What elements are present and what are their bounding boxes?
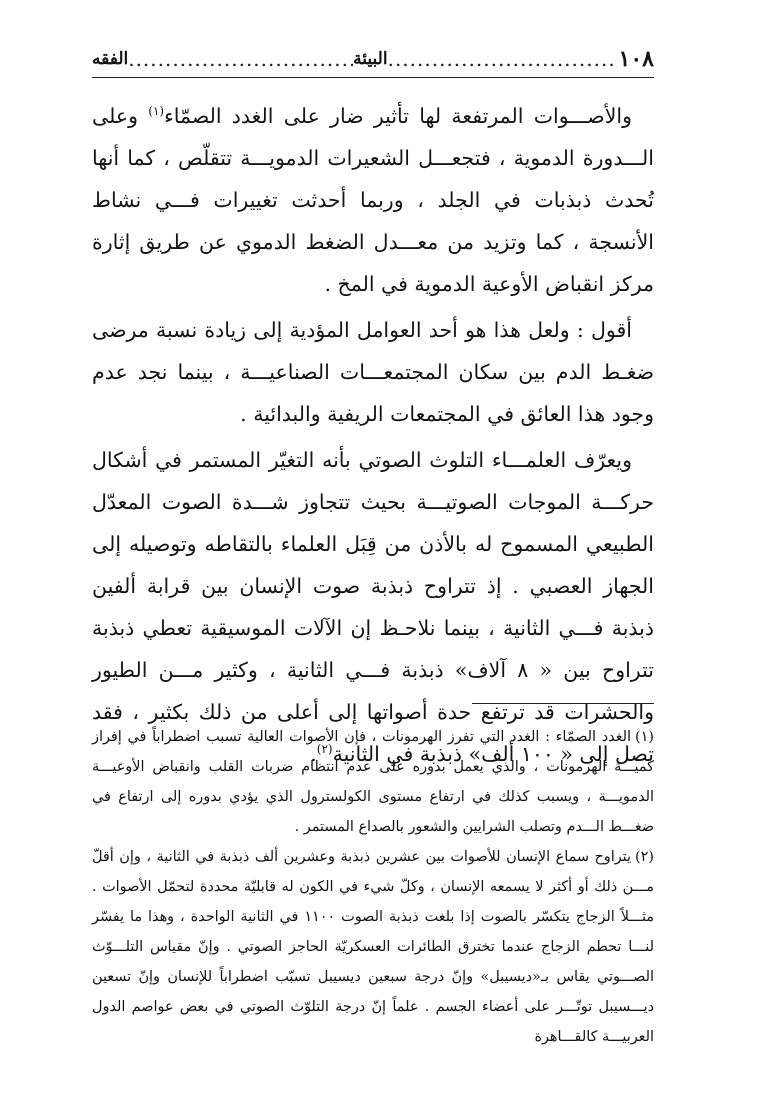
footnote-mark: (٢) <box>635 849 654 865</box>
running-title-center: البيئة <box>353 49 388 69</box>
paragraph-text: أقول : ولعل هذا هو أحد العوامل المؤدية إلى زيادة نسبة مرضى ضغـط الدم بين سكان المجتمعـــات الصناعيـــة ، بينما نجد عدم وجود هذا العائق في المجتمعات الريفية والبدائية . <box>92 318 654 426</box>
header-leader-dots <box>128 47 353 71</box>
footnote-text: يتراوح سماع الإنسان للأصوات بين عشرين ذبذبة وعشرين ألف ذبذبة في الثانية ، وإن أقلّ مـــن ذلك أو أكثر لا يسمعه الإنسان ، وكلّ شيء في الكون له قابليّة محددة لتحمّل الأصوات . مثـــلاً الزجاج يتكسّر بالصوت إذا بلغت ذبذبة الصوت ١١٠٠ في الثانية الواحدة ، وهذا ما يفسّر لنـــا تحطم الزجاج عندما تخترق الطائرات العسكريّة الحاجز الصوتي . وإنّ مقياس التلـــوّث الصـــوتي يقاس بـ«ديسيبل» وإنّ درجة سبعين ديسيبل تسبّب اضطراباً للإنسان وإنّ تسعين ديـــسيبل توتّـــر على أعضاء الجسم . علماً إنّ درجة التلوّث الصوتي في بعض عواصم الدول العربيـــة كالقـــاهرة <box>92 849 654 1045</box>
running-title-left: الفقه <box>92 49 129 69</box>
footnote-separator <box>472 703 654 704</box>
paragraph-text: ويعرّف العلمـــاء التلوث الصوتي بأنه التغيّر المستمر في أشكال حركـــة الموجات الصوتيـــة بحيث تتجاوز شـــدة الصوت المعدّل الطبيعي المسموح له بالأذن من قِبَل العلماء بالتقاطه وتوصيله إلى الجهاز العصبي . إذ تتراوح ذبذبة صوت الإنسان بين قرابة ألفين ذبذبة فـــي الثانية ، بينما نلاحـظ إن الآلات الموسيقية تعطي ذبذبة تتراوح بين « ٨ آلاف» ذبذبة فـــي الثانية ، وكثير مـــن الطيور والحشرات قد ترتفع حدة أصواتها إلى أعلى من ذلك بكثير ، فقد تصل إلى « ١٠٠ ألف» ذبذبة في الثانية <box>92 448 654 766</box>
main-text <box>92 95 654 775</box>
paragraph <box>92 95 654 305</box>
paragraph-text: وعلى الـــدورة الدموية ، فتجعـــل الشعيرات الدمويـــة تتقلّص ، كما أنها تُحدث ذبذبات في الجلد ، وربما أحدثت تغييرات فـــي نشاط الأنسجة ، كما وتزيد من معـــدل الضغط الدموي عن طريق إثارة مركز انقباض الأوعية الدموية في المخ . <box>92 104 654 296</box>
footnote-ref: (٢) <box>316 742 333 757</box>
paragraph-text: والأصـــوات المرتفعة لها تأثير ضار على الغدد الصمّاء <box>164 104 632 128</box>
running-header <box>92 44 654 74</box>
paragraph <box>92 309 654 435</box>
header-leader-dots <box>388 47 613 71</box>
footnote-mark: (١) <box>635 729 654 745</box>
footnote-text: الغدد الصمّاء : الغدد التي تفرز الهرمونات ، فإن الأصوات العالية تسبب اضطراباً في إفراز كميـــة الهرمونات ، والذي يعمل بدوره على عدم انتظام ضربات القلب وانقباض الأوعيـــة الدمويـــة ، ويسبب كذلك في ارتفاع مستوى الكولسترول الذي يؤدي بدوره إلى ارتفاع في ضغـــط الـــدم وتصلب الشرايين والشعور بالصداع المستمر . <box>92 729 654 835</box>
footnote-ref: (١) <box>148 104 165 119</box>
header-rule <box>92 77 654 78</box>
paragraph-text: . <box>310 742 317 766</box>
footnote <box>92 842 654 1052</box>
footnotes <box>92 722 654 1052</box>
footnote <box>92 722 654 842</box>
page-number: ١٠٨ <box>618 46 654 72</box>
